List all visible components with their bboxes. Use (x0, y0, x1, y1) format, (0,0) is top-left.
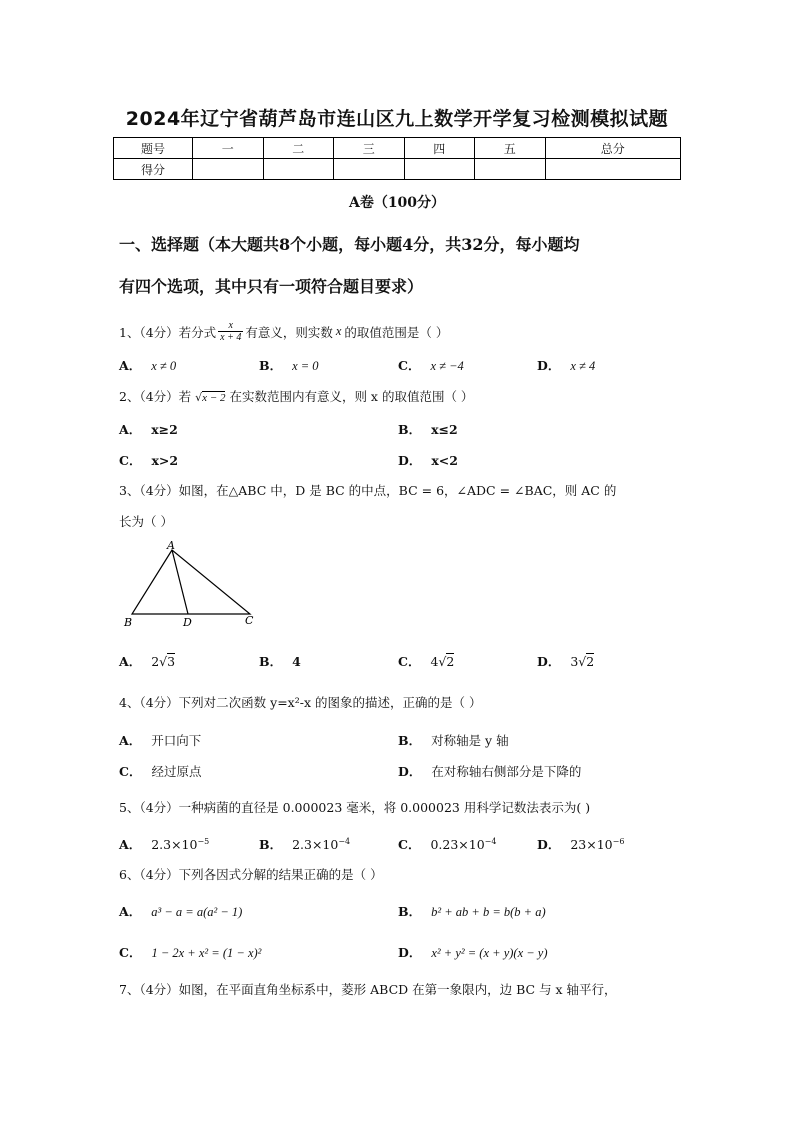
q1-option-b[interactable]: B． x = 0 (259, 358, 319, 373)
header-cell: 二 (263, 138, 334, 159)
exam-title: 2024年辽宁省葫芦岛市连山区九上数学开学复习检测模拟试题 (125, 108, 669, 130)
section-heading: A卷（100分） (348, 195, 446, 211)
score-cell[interactable] (404, 159, 475, 180)
segment-ad (172, 550, 188, 614)
header-cell: 五 (475, 138, 546, 159)
triangle-abc (132, 550, 250, 614)
label-b: B (124, 616, 133, 629)
q6-option-d[interactable]: D． x² + y² = (x + y)(x − y) (398, 945, 548, 960)
q5-option-a[interactable]: A． $2.3\times 10^{-5}$ (119, 836, 210, 852)
score-cell[interactable] (263, 159, 334, 180)
row-label: 得分 (114, 159, 193, 180)
sqrt-expression: √x − 2 (195, 391, 226, 404)
q1-option-c[interactable]: C． x ≠ −4 (398, 358, 464, 373)
score-table-header-row (114, 138, 681, 159)
header-cell: 三 (334, 138, 405, 159)
question-6-stem: 6、（4分）下列各因式分解的结果正确的是（ ） (119, 867, 383, 882)
q4-option-b[interactable]: B． 对称轴是 y 轴 (398, 733, 509, 748)
label-d: D (183, 616, 192, 629)
score-cell[interactable] (545, 159, 681, 180)
question-1-stem: 1、（4分）若分式 x x + 4 有意义，则实数 x 的取值范围是（ ） (119, 320, 449, 343)
q3-option-d[interactable]: D． 3√2 (537, 654, 595, 669)
triangle-figure (118, 538, 268, 630)
label-c: C (245, 614, 254, 627)
q1-option-a[interactable]: A． x ≠ 0 (119, 358, 177, 373)
q4-option-c[interactable]: C． 经过原点 (119, 764, 202, 779)
q5-option-b[interactable]: B． $2.3\times 10^{-4}$ (259, 836, 351, 852)
header-cell: 总分 (545, 138, 681, 159)
question-4-stem: 4、（4分）下列对二次函数 y=x²-x 的图象的描述，正确的是（ ） (119, 695, 482, 710)
fraction: x x + 4 (220, 320, 242, 343)
q2-option-b[interactable]: B． x≤2 (398, 422, 458, 437)
q2-option-c[interactable]: C． x>2 (119, 453, 179, 468)
score-table (113, 137, 681, 180)
question-3-stem-line1: 3、（4分）如图，在△ABC 中，D 是 BC 的中点，BC = 6，∠ADC = ∠BAC，则 AC 的 (119, 483, 617, 498)
q2-option-a[interactable]: A． x≥2 (119, 422, 178, 437)
header-cell: 四 (404, 138, 475, 159)
q3-option-a[interactable]: A． 2√3 (119, 654, 176, 669)
score-cell[interactable] (334, 159, 405, 180)
q5-option-d[interactable]: D． $23\times 10^{-6}$ (537, 836, 625, 852)
q4-option-d[interactable]: D． 在对称轴右侧部分是下降的 (398, 764, 582, 779)
header-cell: 题号 (114, 138, 193, 159)
q6-option-a[interactable]: A． a³ − a = a(a² − 1) (119, 904, 243, 919)
part-heading-line2: 有四个选项，其中只有一项符合题目要求） (119, 277, 424, 296)
q3-option-c[interactable]: C． 4√2 (398, 654, 455, 669)
question-5-stem: 5、（4分）一种病菌的直径是 0.000023 毫米，将 0.000023 用科学记数法表示为( ) (119, 800, 591, 815)
question-7-stem: 7、（4分）如图，在平面直角坐标系中，菱形 ABCD 在第一象限内，边 BC 与 x 轴平行， (119, 982, 617, 997)
q6-option-b[interactable]: B． b² + ab + b = b(b + a) (398, 904, 546, 919)
q4-option-a[interactable]: A． 开口向下 (119, 733, 202, 748)
score-table-score-row (114, 159, 681, 180)
score-cell[interactable] (475, 159, 546, 180)
q5-option-c[interactable]: C． $0.23\times 10^{-4}$ (398, 836, 497, 852)
question-2-stem: 2、（4分）若 √x − 2 在实数范围内有意义，则 x 的取值范围（ ） (119, 389, 474, 404)
label-a: A (167, 539, 175, 552)
question-3-stem-line2: 长为（ ） (119, 514, 173, 529)
q2-option-d[interactable]: D． x<2 (398, 453, 458, 468)
q1-option-d[interactable]: D． x ≠ 4 (537, 358, 596, 373)
header-cell: 一 (193, 138, 264, 159)
score-cell[interactable] (193, 159, 264, 180)
q6-option-c[interactable]: C． 1 − 2x + x² = (1 − x)² (119, 945, 262, 960)
part-heading-line1: 一、选择题（本大题共8个小题，每小题4分，共32分，每小题均 (119, 235, 580, 254)
q3-option-b[interactable]: B． 4 (259, 654, 301, 669)
